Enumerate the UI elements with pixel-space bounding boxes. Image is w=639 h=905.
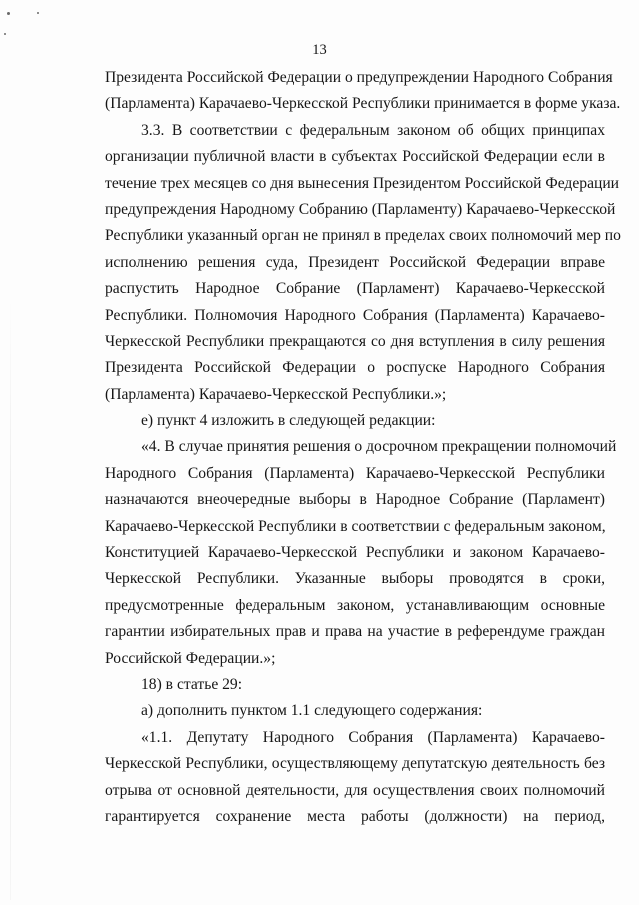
text-line: е) пункт 4 изложить в следующей редакции:: [141, 412, 436, 430]
text-line: Республики указанный орган не принял в пределах своих полномочий мер по: [105, 227, 621, 245]
scan-speck: [37, 12, 39, 14]
text-line: «4. В случае принятия решения о досрочном прекращении полномочий: [141, 438, 617, 456]
text-line: «1.1. Депутату Народного Собрания (Парламента) Карачаево-: [141, 728, 605, 746]
text-line: Черкесской Республики прекращаются со дня вступления в силу решения: [105, 332, 605, 350]
text-line: организации публичной власти в субъектах Российской Федерации если в: [105, 148, 605, 166]
text-line: Республики. Полномочия Народного Собрания (Парламента) Карачаево-: [105, 306, 605, 324]
text-line: Президента Российской Федерации о роспуске Народного Собрания: [105, 359, 605, 377]
text-line: 18) в статье 29:: [141, 675, 243, 693]
text-line: течение трех месяцев со дня вынесения Президентом Российской Федерации: [105, 174, 620, 192]
text-line: Президента Российской Федерации о предупреждении Народного Собрания: [105, 69, 613, 86]
text-line: Народного Собрания (Парламента) Карачаево-Черкесской Республики: [105, 464, 605, 482]
text-line: (Парламента) Карачаево-Черкесской Республики принимается в форме указа.: [105, 95, 621, 113]
text-line: гарантии избирательных прав и права на участие в референдуме граждан: [105, 623, 605, 641]
text-line: отрыва от основной деятельности, для осуществления своих полномочий: [105, 781, 605, 799]
text-line: предупреждения Народному Собранию (Парламенту) Карачаево-Черкесской: [105, 200, 616, 218]
text-line: Черкесской Республики, осуществляющему депутатскую деятельность без: [105, 755, 605, 773]
text-line: назначаются внеочередные выборы в Народное Собрание (Парламент): [105, 491, 605, 509]
text-line: Конституцией Карачаево-Черкесской Республики и законом Карачаево-: [105, 544, 605, 562]
text-line: Черкесской Республики. Указанные выборы проводятся в сроки,: [105, 570, 605, 588]
scan-edge-shadow: [10, 300, 11, 900]
text-line: 3.3. В соответствии с федеральным законом об общих принципах: [141, 121, 605, 139]
page-number: 13: [312, 42, 327, 58]
scan-speck: [7, 12, 10, 15]
text-line: (Парламента) Карачаево-Черкесской Республики.»;: [105, 385, 447, 403]
scan-speck: [4, 33, 6, 35]
text-line: предусмотренные федеральным законом, устанавливающим основные: [105, 596, 605, 614]
text-line: распустить Народное Собрание (Парламент) Карачаево-Черкесской: [105, 280, 605, 298]
text-line: исполнению решения суда, Президент Российской Федерации вправе: [105, 253, 605, 271]
text-line: Российской Федерации.»;: [105, 649, 276, 667]
text-line: гарантируется сохранение места работы (должности) на период,: [105, 807, 605, 825]
text-line: Карачаево-Черкесской Республики в соответствии с федеральным законом,: [105, 517, 606, 535]
text-line: а) дополнить пунктом 1.1 следующего содержания:: [141, 702, 483, 720]
document-body: [105, 65, 621, 830]
